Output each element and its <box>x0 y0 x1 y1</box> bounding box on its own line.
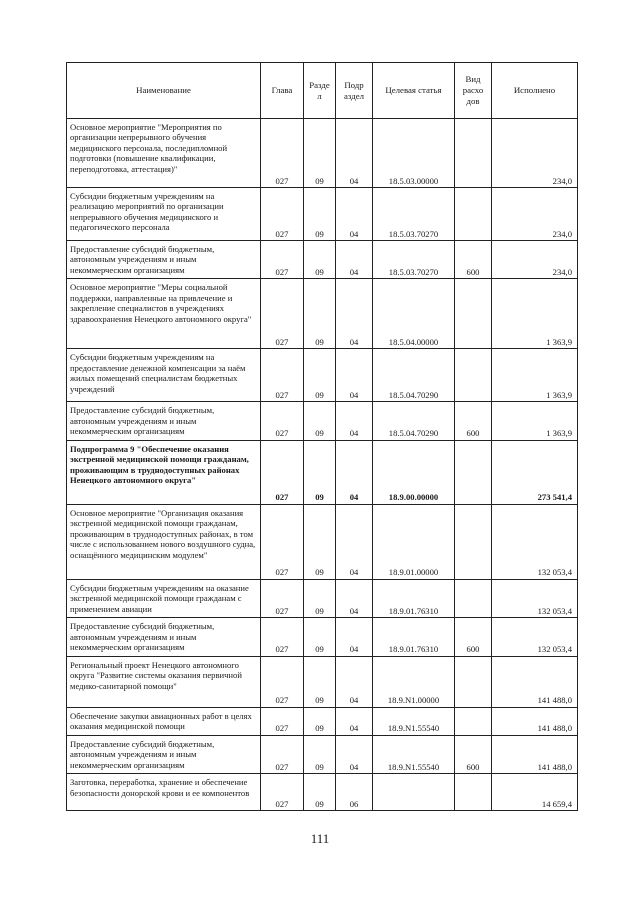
row-ispolneno: 234,0 <box>492 188 578 241</box>
row-vid-raskhodov <box>455 119 492 188</box>
row-razdel: 09 <box>304 349 336 402</box>
row-celevaya-statya: 18.9.01.76310 <box>373 579 455 617</box>
row-celevaya-statya: 18.5.03.70270 <box>373 188 455 241</box>
row-name: Предоставление субсидий бюджетным, автономным учреждениям и иным некоммерческим организациям <box>67 735 261 773</box>
row-podrazdel: 04 <box>336 440 373 504</box>
row-ispolneno: 14 659,4 <box>492 774 578 811</box>
row-razdel: 09 <box>304 188 336 241</box>
row-glava: 027 <box>261 504 304 579</box>
header-ispolneno: Исполнено <box>492 63 578 119</box>
row-podrazdel: 04 <box>336 735 373 773</box>
row-podrazdel: 04 <box>336 241 373 279</box>
row-celevaya-statya: 18.9.01.76310 <box>373 618 455 656</box>
row-podrazdel: 04 <box>336 579 373 617</box>
row-name: Предоставление субсидий бюджетным, автономным учреждениям и иным некоммерческим организациям <box>67 402 261 440</box>
row-razdel: 09 <box>304 774 336 811</box>
row-ispolneno: 141 488,0 <box>492 656 578 707</box>
row-name: Обеспечение закупки авиационных работ в целях оказания медицинской помощи <box>67 707 261 735</box>
row-glava: 027 <box>261 119 304 188</box>
row-name: Субсидии бюджетным учреждениям на предоставление денежной компенсации за наём жилых помещений специалистам бюджетных учреждений <box>67 349 261 402</box>
row-podrazdel: 04 <box>336 504 373 579</box>
row-vid-raskhodov: 600 <box>455 735 492 773</box>
header-podrazdel: Подр аздел <box>336 63 373 119</box>
row-ispolneno: 273 541,4 <box>492 440 578 504</box>
row-glava: 027 <box>261 579 304 617</box>
table-row <box>67 618 578 656</box>
header-celevaya-statya: Целевая статья <box>373 63 455 119</box>
table-row <box>67 656 578 707</box>
table-row <box>67 440 578 504</box>
row-razdel: 09 <box>304 735 336 773</box>
header-row <box>67 63 578 119</box>
budget-table <box>66 62 578 811</box>
row-glava: 027 <box>261 241 304 279</box>
row-razdel: 09 <box>304 618 336 656</box>
row-celevaya-statya: 18.5.03.00000 <box>373 119 455 188</box>
row-name: Основное мероприятие "Мероприятия по организации непрерывного обучения медицинского персонала, последипломной подготовки (повышение квалификации, переподготовка, аттестация)" <box>67 119 261 188</box>
header-vid-raskhodov: Вид расхо дов <box>455 63 492 119</box>
row-ispolneno: 234,0 <box>492 241 578 279</box>
row-ispolneno: 132 053,4 <box>492 618 578 656</box>
row-glava: 027 <box>261 402 304 440</box>
row-vid-raskhodov <box>455 707 492 735</box>
table-row <box>67 188 578 241</box>
row-ispolneno: 141 488,0 <box>492 735 578 773</box>
row-celevaya-statya: 18.9.N1.55540 <box>373 707 455 735</box>
row-celevaya-statya: 18.5.03.70270 <box>373 241 455 279</box>
row-vid-raskhodov <box>455 774 492 811</box>
row-podrazdel: 04 <box>336 656 373 707</box>
row-vid-raskhodov: 600 <box>455 402 492 440</box>
table-row <box>67 735 578 773</box>
row-vid-raskhodov <box>455 188 492 241</box>
row-ispolneno: 141 488,0 <box>492 707 578 735</box>
row-glava: 027 <box>261 440 304 504</box>
row-celevaya-statya: 18.5.04.70290 <box>373 349 455 402</box>
row-name: Предоставление субсидий бюджетным, автономным учреждениям и иным некоммерческим организациям <box>67 618 261 656</box>
row-ispolneno: 1 363,9 <box>492 402 578 440</box>
row-razdel: 09 <box>304 241 336 279</box>
row-name: Субсидии бюджетным учреждениям на реализацию мероприятий по организации непрерывного обучения медицинского и педагогического персонала <box>67 188 261 241</box>
row-glava: 027 <box>261 735 304 773</box>
row-name: Заготовка, переработка, хранение и обеспечение безопасности донорской крови и ее компонентов <box>67 774 261 811</box>
row-celevaya-statya: 18.9.01.00000 <box>373 504 455 579</box>
row-ispolneno: 234,0 <box>492 119 578 188</box>
table-row <box>67 774 578 811</box>
row-celevaya-statya: 18.5.04.00000 <box>373 279 455 349</box>
row-razdel: 09 <box>304 579 336 617</box>
table-row <box>67 402 578 440</box>
row-vid-raskhodov <box>455 504 492 579</box>
row-razdel: 09 <box>304 504 336 579</box>
row-podrazdel: 04 <box>336 119 373 188</box>
row-podrazdel: 06 <box>336 774 373 811</box>
page-number: 111 <box>310 831 330 846</box>
row-ispolneno: 1 363,9 <box>492 349 578 402</box>
row-podrazdel: 04 <box>336 402 373 440</box>
row-ispolneno: 132 053,4 <box>492 579 578 617</box>
row-razdel: 09 <box>304 119 336 188</box>
row-podrazdel: 04 <box>336 349 373 402</box>
row-celevaya-statya: 18.9.00.00000 <box>373 440 455 504</box>
row-vid-raskhodov <box>455 279 492 349</box>
row-vid-raskhodov <box>455 579 492 617</box>
row-glava: 027 <box>261 349 304 402</box>
row-vid-raskhodov <box>455 656 492 707</box>
row-name: Основное мероприятие "Меры социальной поддержки, направленные на привлечение и закрепление специалистов в учреждениях здравоохранения Ненецкого автономного округа" <box>67 279 261 349</box>
table-row <box>67 241 578 279</box>
header-name: Наименование <box>67 63 261 119</box>
row-razdel: 09 <box>304 402 336 440</box>
row-glava: 027 <box>261 656 304 707</box>
row-name: Субсидии бюджетным учреждениям на оказание экстренной медицинской помощи гражданам с применением авиации <box>67 579 261 617</box>
row-ispolneno: 1 363,9 <box>492 279 578 349</box>
row-glava: 027 <box>261 188 304 241</box>
row-razdel: 09 <box>304 707 336 735</box>
row-name: Подпрограмма 9 "Обеспечение оказания экстренной медицинской помощи гражданам, проживающим в труднодоступных районах Ненецкого автономного округа" <box>67 440 261 504</box>
row-glava: 027 <box>261 774 304 811</box>
row-ispolneno: 132 053,4 <box>492 504 578 579</box>
row-celevaya-statya: 18.5.04.70290 <box>373 402 455 440</box>
row-celevaya-statya <box>373 774 455 811</box>
table-row <box>67 707 578 735</box>
table-row <box>67 349 578 402</box>
table-body <box>67 119 578 811</box>
row-name: Предоставление субсидий бюджетным, автономным учреждениям и иным некоммерческим организациям <box>67 241 261 279</box>
row-razdel: 09 <box>304 656 336 707</box>
table-row <box>67 279 578 349</box>
table-row <box>67 579 578 617</box>
row-vid-raskhodov <box>455 349 492 402</box>
row-podrazdel: 04 <box>336 188 373 241</box>
row-podrazdel: 04 <box>336 279 373 349</box>
row-razdel: 09 <box>304 279 336 349</box>
row-glava: 027 <box>261 279 304 349</box>
table-row <box>67 119 578 188</box>
row-celevaya-statya: 18.9.N1.00000 <box>373 656 455 707</box>
row-glava: 027 <box>261 618 304 656</box>
row-vid-raskhodov: 600 <box>455 618 492 656</box>
row-glava: 027 <box>261 707 304 735</box>
header-glava: Глава <box>261 63 304 119</box>
row-podrazdel: 04 <box>336 707 373 735</box>
row-vid-raskhodov: 600 <box>455 241 492 279</box>
row-vid-raskhodov <box>455 440 492 504</box>
row-podrazdel: 04 <box>336 618 373 656</box>
row-name: Региональный проект Ненецкого автономного округа "Развитие системы оказания первичной медико-санитарной помощи" <box>67 656 261 707</box>
row-name: Основное мероприятие "Организация оказания экстренной медицинской помощи гражданам, проживающим в труднодоступных районах, в том числе с использованием нового воздушного судна, оснащённого медицинским модулем" <box>67 504 261 579</box>
header-razdel: Разде л <box>304 63 336 119</box>
row-celevaya-statya: 18.9.N1.55540 <box>373 735 455 773</box>
table-row <box>67 504 578 579</box>
row-razdel: 09 <box>304 440 336 504</box>
